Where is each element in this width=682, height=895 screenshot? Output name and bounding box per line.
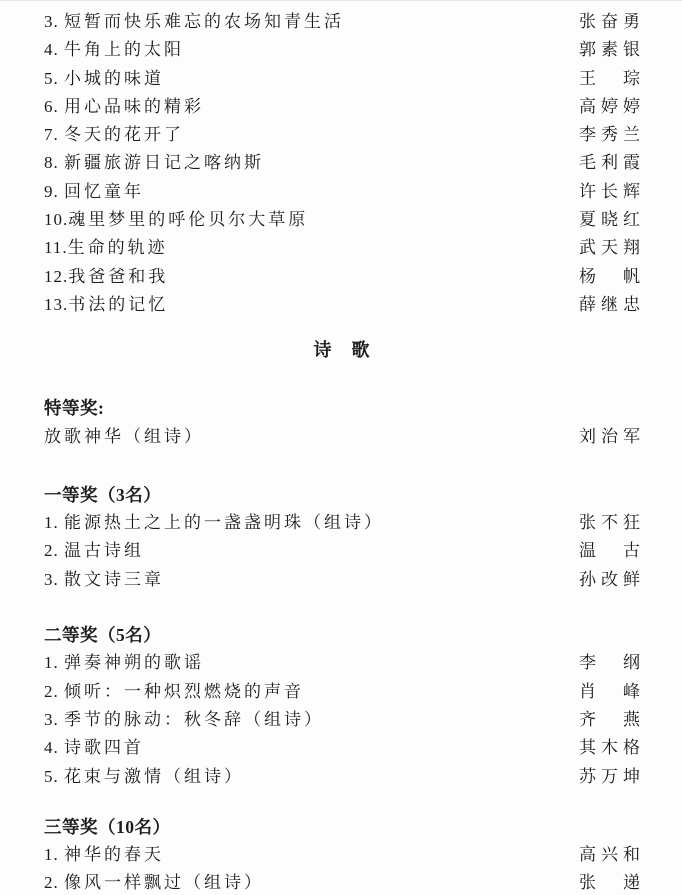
work-title: 冬天的花开了 <box>64 125 184 145</box>
award-list-item <box>44 678 645 706</box>
work-title: 魂里梦里的呼伦贝尔大草原 <box>68 210 309 230</box>
author-name: 许长辉 <box>579 181 645 201</box>
author-name: 张不狂 <box>579 513 645 533</box>
work-title: 我爸爸和我 <box>68 266 169 286</box>
work-title: 诗歌四首 <box>64 738 144 758</box>
poetry-section-heading: 诗 歌 <box>313 340 371 361</box>
award-list-item <box>44 206 645 234</box>
item-number: 2. <box>44 541 59 561</box>
item-number: 8. <box>44 153 59 173</box>
author-name: 苏万坤 <box>579 766 645 786</box>
item-number: 7. <box>44 125 59 145</box>
award-tier-label: 特等奖: <box>44 398 105 419</box>
author-name: 张奋勇 <box>579 12 645 31</box>
award-list-item <box>44 869 645 895</box>
author-name: 薛继忠 <box>579 294 645 314</box>
work-title: 放歌神华（组诗） <box>44 426 204 446</box>
award-list-item <box>44 121 645 149</box>
poetry-award-sections <box>44 394 645 895</box>
award-list-item <box>44 178 645 206</box>
author-name: 夏晓红 <box>579 210 645 230</box>
work-title: 温古诗组 <box>64 541 144 561</box>
award-list-item <box>44 841 645 869</box>
award-list-item <box>44 649 645 677</box>
award-tier-section <box>44 481 645 594</box>
author-name: 孙改鲜 <box>579 569 645 589</box>
author-name: 温 古 <box>579 541 645 561</box>
award-tier-label: 二等奖（5名） <box>44 625 162 646</box>
item-number: 13. <box>44 294 69 314</box>
award-tier-section <box>44 621 645 791</box>
work-title: 书法的记忆 <box>68 294 169 314</box>
award-list-item <box>44 566 645 594</box>
item-number: 2. <box>44 873 59 893</box>
author-name: 刘治军 <box>579 426 645 446</box>
item-number: 4. <box>44 40 59 60</box>
author-name: 李 纲 <box>579 653 645 673</box>
item-number: 9. <box>44 181 59 201</box>
item-number: 3. <box>44 12 59 31</box>
author-name: 其木格 <box>579 738 645 758</box>
work-title: 花束与激情（组诗） <box>64 766 244 786</box>
work-title: 倾听：一种炽烈燃烧的声音 <box>64 681 304 701</box>
author-name: 毛利霞 <box>579 153 645 173</box>
award-tier-section <box>44 394 645 451</box>
author-name: 武天翔 <box>579 238 645 258</box>
author-name: 李秀兰 <box>579 125 645 145</box>
award-tier-label: 三等奖（10名） <box>44 816 171 837</box>
award-list-item <box>44 8 645 36</box>
award-list-item <box>44 263 645 291</box>
author-name: 肖 峰 <box>579 681 645 701</box>
work-title: 新疆旅游日记之喀纳斯 <box>64 153 264 173</box>
item-number: 2. <box>44 681 59 701</box>
work-title: 牛角上的太阳 <box>64 40 184 60</box>
item-number: 4. <box>44 738 59 758</box>
author-name: 高兴和 <box>579 845 645 865</box>
item-number: 5. <box>44 766 59 786</box>
item-number: 6. <box>44 96 59 116</box>
author-name: 杨 帆 <box>579 266 645 286</box>
item-number: 5. <box>44 68 59 88</box>
work-title: 能源热土之上的一盏盏明珠（组诗） <box>64 513 384 533</box>
item-number: 1. <box>44 513 59 533</box>
work-title: 生命的轨迹 <box>67 238 168 258</box>
scan-artifact-line <box>0 0 682 1</box>
item-number: 1. <box>44 653 59 673</box>
work-title: 弹奏神朔的歌谣 <box>64 653 204 673</box>
author-name: 高婷婷 <box>579 96 645 116</box>
work-title: 小城的味道 <box>64 68 164 88</box>
author-name: 张 递 <box>579 873 645 893</box>
award-list-item <box>44 65 645 93</box>
award-list-item <box>44 36 645 64</box>
work-title: 散文诗三章 <box>64 569 164 589</box>
award-list-item <box>44 149 645 177</box>
item-number: 3. <box>44 569 59 589</box>
work-title: 像风一样飘过（组诗） <box>64 873 264 893</box>
author-name: 郭素银 <box>579 40 645 60</box>
item-number: 10. <box>44 210 69 230</box>
award-tier-section <box>44 813 645 895</box>
item-number: 1. <box>44 845 59 865</box>
work-title: 用心品味的精彩 <box>64 96 204 116</box>
work-title: 回忆童年 <box>64 181 144 201</box>
author-name: 王 琮 <box>579 68 645 88</box>
award-tier-label: 一等奖（3名） <box>44 484 162 505</box>
award-list-item <box>44 93 645 121</box>
award-list-item <box>44 734 645 762</box>
prose-award-list <box>44 8 645 319</box>
award-list-item <box>44 234 645 262</box>
award-list-item <box>44 537 645 565</box>
author-name: 齐 燕 <box>579 709 645 729</box>
award-list-item <box>44 423 645 451</box>
work-title: 季节的脉动：秋冬辞（组诗） <box>64 709 324 729</box>
work-title: 神华的春天 <box>64 845 164 865</box>
award-list-item <box>44 509 645 537</box>
award-list-item <box>44 763 645 791</box>
item-number: 3. <box>44 709 59 729</box>
award-list-item <box>44 291 645 319</box>
item-number: 12. <box>44 266 69 286</box>
item-number: 11. <box>44 238 68 258</box>
work-title: 短暂而快乐难忘的农场知青生活 <box>64 12 344 31</box>
award-list-item <box>44 706 645 734</box>
